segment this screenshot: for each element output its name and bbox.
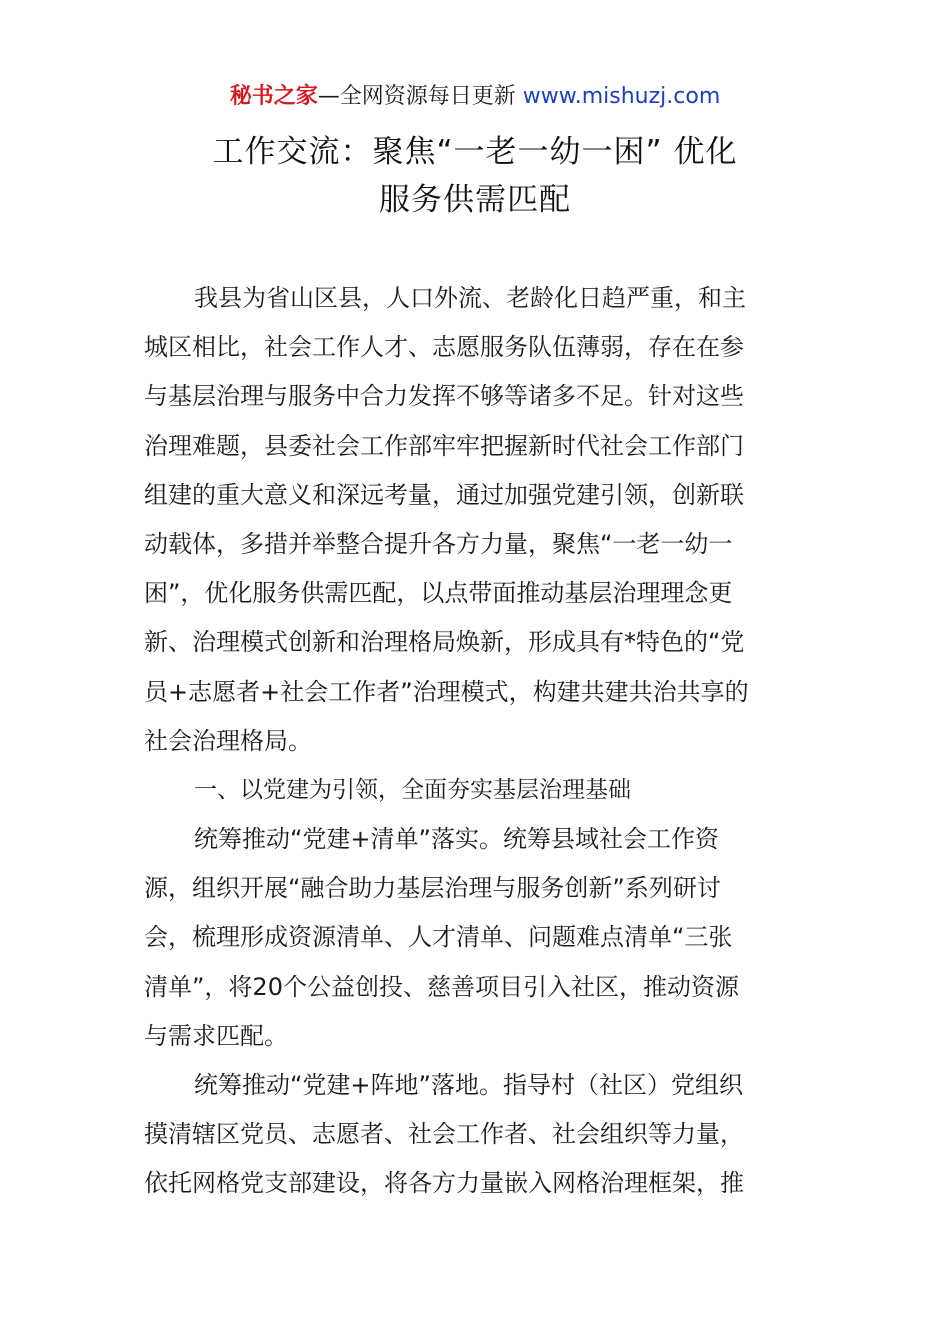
body-line: 我县为省山区县，人口外流、老龄化日趋严重，和主 xyxy=(194,284,746,312)
body-line: 源，组织开展“融合助力基层治理与服务创新”系列研讨 xyxy=(144,874,721,903)
body-line: 会，梳理形成资源清单、人才清单、问题难点清单“三张 xyxy=(144,923,733,952)
body-line: 动载体，多措并举整合提升各方力量，聚焦“一老一幼一 xyxy=(144,529,733,558)
body-line: 依托网格党支部建设，将各方力量嵌入网格治理框架，推 xyxy=(144,1169,744,1198)
body-line: 与需求匹配。 xyxy=(144,1021,288,1050)
body-line: 组建的重大意义和深远考量，通过加强党建引领，创新联 xyxy=(144,480,744,509)
body-line: 与基层治理与服务中合力发挥不够等诸多不足。针对这些 xyxy=(144,382,744,411)
site-tagline: —全网资源每日更新 xyxy=(317,84,523,109)
body-line: 统筹推动“党建+阵地”落地。指导村（社区）党组织 xyxy=(194,1071,743,1099)
site-header xyxy=(0,82,950,112)
body-line: 困”，优化服务供需匹配，以点带面推动基层治理理念更 xyxy=(144,579,733,608)
body-line: 统筹推动“党建+清单”落实。统筹县域社会工作资 xyxy=(194,825,719,854)
body-line: 社会治理格局。 xyxy=(144,726,312,755)
document-title-line-1: 工作交流：聚焦“一老一幼一困” 优化 xyxy=(212,134,738,170)
body-line: 清单”，将20个公益创投、慈善项目引入社区，推动资源 xyxy=(144,972,739,1001)
document-title-line-2: 服务供需匹配 xyxy=(379,182,571,218)
body-line: 治理难题，县委社会工作部牢牢把握新时代社会工作部门 xyxy=(144,431,744,460)
section-heading: 一、以党建为引领，全面夯实基层治理基础 xyxy=(194,776,631,803)
document-body xyxy=(144,278,814,1213)
body-line: 新、治理模式创新和治理格局焕新，形成具有*特色的“党 xyxy=(144,628,745,657)
site-url-link[interactable]: www.mishuzj.com xyxy=(522,84,721,109)
site-brand: 秘书之家 xyxy=(229,84,318,109)
body-line: 员+志愿者+社会工作者”治理模式，构建共建共治共享的 xyxy=(144,677,749,706)
body-line: 城区相比，社会工作人才、志愿服务队伍薄弱，存在在参 xyxy=(144,333,744,362)
body-line: 摸清辖区党员、志愿者、社会工作者、社会组织等力量， xyxy=(144,1120,744,1149)
